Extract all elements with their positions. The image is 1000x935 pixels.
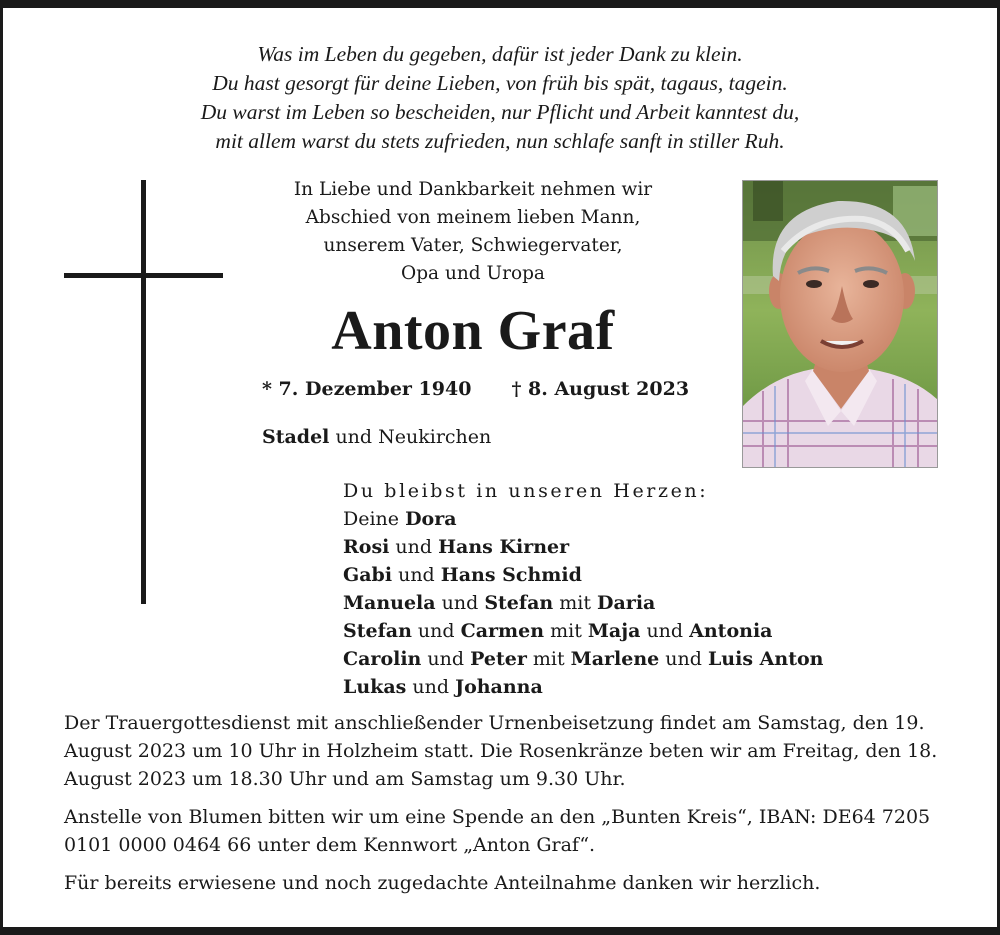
mourner-connector: und bbox=[406, 676, 456, 698]
mourner-name: Luis Anton bbox=[707, 648, 824, 670]
mourner-connector: und bbox=[659, 648, 708, 670]
poem bbox=[0, 40, 1000, 156]
mourner-connector: und bbox=[421, 648, 471, 670]
mourner-connector: und bbox=[411, 620, 461, 642]
mourner-name: Dora bbox=[405, 508, 457, 530]
mourner-name: Carmen bbox=[460, 620, 545, 642]
cross-horizontal-bar bbox=[64, 273, 223, 278]
service-paragraph: Der Trauergottesdienst mit anschließender Urnenbeisetzung findet am Samstag, den 19. August 2023 um 10 Uhr in Holzheim statt. Die Rosenkränze beten wir am Freitag, den 18. August 2023 um 18.30 Uhr und am Samstag um 9.30 Uhr. bbox=[64, 712, 938, 790]
residence-secondary: und Neukirchen bbox=[329, 426, 492, 448]
mourner-line bbox=[343, 589, 903, 617]
mourner-name: Manuela bbox=[343, 592, 436, 614]
mourner-name: Peter bbox=[470, 648, 527, 670]
birth-date: * 7. Dezember 1940 bbox=[262, 378, 472, 400]
mourners-list bbox=[343, 477, 903, 701]
mourner-line bbox=[343, 505, 903, 533]
mourner-connector: und bbox=[389, 536, 439, 558]
mourner-line bbox=[343, 617, 903, 645]
mourner-name: Antonia bbox=[689, 620, 773, 642]
mourner-name: Marlene bbox=[570, 648, 660, 670]
mourner-name: Hans Schmid bbox=[440, 564, 582, 586]
mourner-line bbox=[343, 561, 903, 589]
mourner-name: Rosi bbox=[343, 536, 390, 558]
mourner-connector: mit bbox=[544, 620, 588, 642]
mourners-lines bbox=[343, 505, 903, 701]
mourner-line bbox=[343, 673, 903, 701]
mourner-connector: Deine bbox=[343, 508, 406, 530]
intro-line: Opa und Uropa bbox=[401, 263, 545, 284]
intro-line: unserem Vater, Schwiegervater, bbox=[323, 235, 623, 256]
mourner-connector: mit bbox=[526, 648, 571, 670]
mourner-line bbox=[343, 645, 903, 673]
intro-line: Abschied von meinem lieben Mann, bbox=[305, 207, 641, 228]
mourners-intro: Du bleibst in unseren Herzen: bbox=[343, 480, 709, 502]
mourner-name: Johanna bbox=[455, 676, 543, 698]
mourner-line bbox=[343, 533, 903, 561]
poem-line: Was im Leben du gegeben, dafür ist jeder Dank zu klein. bbox=[257, 42, 743, 66]
residence-primary: Stadel bbox=[262, 426, 330, 448]
thanks-paragraph: Für bereits erwiesene und noch zugedachte Anteilnahme danken wir herzlich. bbox=[64, 872, 821, 894]
intro-line: In Liebe und Dankbarkeit nehmen wir bbox=[293, 179, 653, 200]
cross-vertical-bar bbox=[141, 180, 146, 604]
mourner-connector: und bbox=[435, 592, 485, 614]
poem-line: mit allem warst du stets zufrieden, nun schlafe sanft in stiller Ruh. bbox=[215, 129, 785, 153]
poem-line: Du hast gesorgt für deine Lieben, von früh bis spät, tagaus, tagein. bbox=[212, 71, 788, 95]
mourner-connector: mit bbox=[553, 592, 598, 614]
mourner-name: Maja bbox=[587, 620, 641, 642]
mourner-name: Lukas bbox=[343, 676, 407, 698]
intro-text bbox=[230, 176, 716, 288]
mourner-name: Stefan bbox=[343, 620, 412, 642]
donation-paragraph: Anstelle von Blumen bitten wir um eine Spende an den „Bunten Kreis“, IBAN: DE64 7205 0101 0000 0464 66 unter dem Kennwort „Anton Graf“. bbox=[64, 806, 931, 856]
mourner-name: Daria bbox=[597, 592, 656, 614]
life-dates bbox=[262, 375, 722, 403]
service-information bbox=[64, 709, 944, 907]
poem-line: Du warst im Leben so bescheiden, nur Pflicht und Arbeit kanntest du, bbox=[200, 100, 800, 124]
mourner-name: Hans Kirner bbox=[438, 536, 570, 558]
portrait-photo bbox=[742, 180, 938, 468]
mourner-connector: und bbox=[392, 564, 441, 586]
residence bbox=[262, 423, 722, 451]
mourner-name: Gabi bbox=[343, 564, 393, 586]
mourner-connector: und bbox=[640, 620, 690, 642]
mourner-name: Carolin bbox=[343, 648, 422, 670]
deceased-name: Anton Graf bbox=[331, 300, 615, 362]
mourner-name: Stefan bbox=[484, 592, 554, 614]
portrait-illustration bbox=[743, 181, 938, 468]
death-date: † 8. August 2023 bbox=[511, 378, 690, 400]
